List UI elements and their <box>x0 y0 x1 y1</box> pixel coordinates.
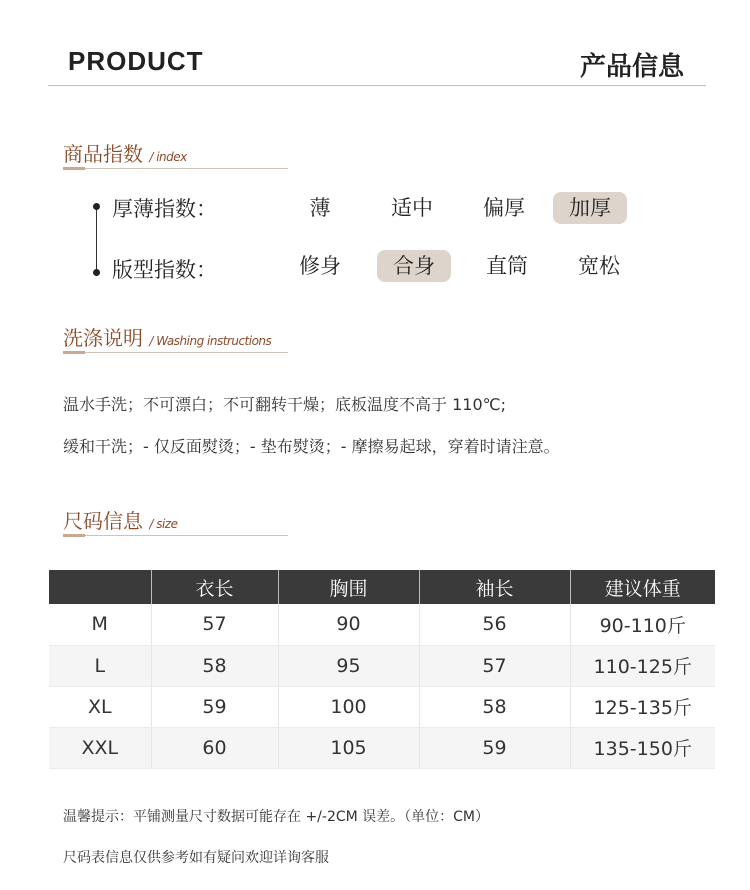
table-cell: M <box>49 604 151 645</box>
size-table-header-row <box>49 570 715 604</box>
table-cell: 105 <box>278 727 419 768</box>
table-cell: 90-110斤 <box>570 604 715 645</box>
fit-option-regular: 合身 <box>377 250 451 282</box>
table-cell: L <box>49 645 151 686</box>
wash-section-title: 洗涤说明 <box>63 326 143 350</box>
index-section-subtitle: / index <box>149 150 187 164</box>
size-chart-disclaimer: 尺码表信息仅供参考如有疑问欢迎详询客服 <box>63 850 329 866</box>
size-section-subtitle: / size <box>149 517 178 531</box>
size-section-heading <box>63 505 177 534</box>
table-cell: XXL <box>49 727 151 768</box>
fit-option-slim: 修身 <box>299 254 341 278</box>
table-row <box>49 604 715 645</box>
column-header-size <box>49 570 151 604</box>
section-divider <box>63 352 288 353</box>
table-cell: XL <box>49 686 151 727</box>
page-title-cn: 产品信息 <box>579 52 684 82</box>
table-cell: 58 <box>419 686 570 727</box>
wash-section-heading <box>63 322 271 351</box>
column-header-sleeve: 袖长 <box>419 570 570 604</box>
table-cell: 56 <box>419 604 570 645</box>
column-header-weight: 建议体重 <box>570 570 715 604</box>
section-divider <box>63 168 288 169</box>
thickness-option-extra-thick: 加厚 <box>553 192 627 224</box>
table-row <box>49 727 715 768</box>
index-section-title: 商品指数 <box>63 142 143 166</box>
table-cell: 57 <box>151 604 278 645</box>
bullet-dot-icon <box>93 203 100 210</box>
table-cell: 135-150斤 <box>570 727 715 768</box>
table-cell: 59 <box>419 727 570 768</box>
wash-instruction-line: 缓和干洗；- 仅反面熨烫；- 垫布熨烫；- 摩擦易起球，穿着时请注意。 <box>63 437 560 456</box>
thickness-index-label: 厚薄指数： <box>112 197 217 221</box>
table-cell: 100 <box>278 686 419 727</box>
index-connector-line <box>96 206 97 272</box>
section-divider-accent <box>63 351 85 354</box>
fit-option-loose: 宽松 <box>578 254 620 278</box>
page-title-en: PRODUCT <box>68 46 204 76</box>
table-cell: 58 <box>151 645 278 686</box>
thickness-option-thick: 偏厚 <box>483 196 525 220</box>
table-row <box>49 645 715 686</box>
section-divider-accent <box>63 534 85 537</box>
size-section-title: 尺码信息 <box>63 509 143 533</box>
measurement-tip: 温馨提示：平铺测量尺寸数据可能存在 +/-2CM 误差。（单位：CM） <box>63 809 490 825</box>
thickness-option-medium: 适中 <box>391 196 433 220</box>
fit-index-label: 版型指数： <box>112 258 217 282</box>
wash-section-subtitle: / Washing instructions <box>149 334 272 348</box>
index-section-heading <box>63 138 187 167</box>
section-divider-accent <box>63 167 85 170</box>
table-row <box>49 686 715 727</box>
table-cell: 125-135斤 <box>570 686 715 727</box>
column-header-length: 衣长 <box>151 570 278 604</box>
page-header <box>48 44 706 86</box>
table-cell: 90 <box>278 604 419 645</box>
bullet-dot-icon <box>93 269 100 276</box>
table-cell: 110-125斤 <box>570 645 715 686</box>
table-cell: 59 <box>151 686 278 727</box>
wash-instruction-line: 温水手洗；不可漂白；不可翻转干燥；底板温度不高于 110℃; <box>63 395 506 414</box>
table-cell: 95 <box>278 645 419 686</box>
column-header-chest: 胸围 <box>278 570 419 604</box>
table-cell: 60 <box>151 727 278 768</box>
thickness-option-thin: 薄 <box>309 196 331 220</box>
section-divider <box>63 535 288 536</box>
fit-option-straight: 直筒 <box>486 254 528 278</box>
size-table <box>49 570 715 769</box>
table-cell: 57 <box>419 645 570 686</box>
